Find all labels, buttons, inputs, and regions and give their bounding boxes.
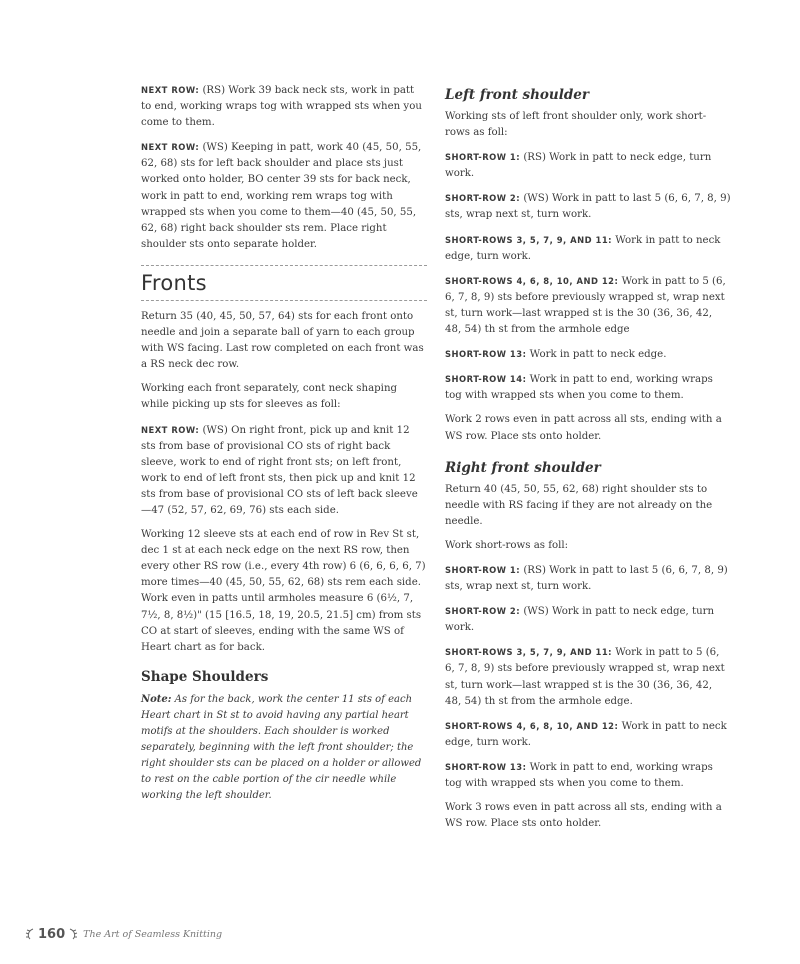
row-label: SHORT-ROW 13:	[445, 349, 527, 360]
row-label: NEXT ROW:	[141, 142, 200, 153]
note-label: Note:	[141, 693, 172, 705]
row-text: (WS) On right front, pick up and knit 12 sts from base of provisional CO sts of right back sleeve, work to end of right front sts; on left front, work to end of left front sts, then pick up and knit 12 sts from base of provisional CO sts of left back sleeve—47 (52, 57, 62, 69, 76) sts each side.	[141, 424, 418, 516]
paragraph-rfs-intro: Return 40 (45, 50, 55, 62, 68) right shoulder sts to needle with RS facing if they are not already on the needle.	[445, 483, 713, 527]
short-row	[445, 603, 731, 636]
row-label: SHORT-ROWS 4, 6, 8, 10, AND 12:	[445, 275, 619, 286]
row-text: Work in patt to neck edge, turn work.	[445, 234, 721, 262]
row-text: Work in patt to 5 (6, 6, 7, 8, 9) sts before previously wrapped st, wrap next st, turn work—last wrapped st is the 30 (36, 36, 42, 48, 54) th st from the armhole edge.	[445, 647, 725, 707]
row-text: Work in patt to neck edge.	[526, 349, 667, 361]
row-label: SHORT-ROWS 3, 5, 7, 9, AND 11:	[445, 234, 613, 245]
row-text: Work in patt to neck edge, turn work.	[445, 720, 727, 748]
note-text: As for the back, work the center 11 sts of each Heart chart in St st to avoid having any partial heart motifs at the shoulders. Each shoulder is worked separately, beginning with the left front shoulder; the right shoulder sts can be placed on a holder or allowed to rest on the cable portion of the cir needle while working the left shoulder.	[141, 693, 422, 802]
paragraph-lfs-end: Work 2 rows even in patt across all sts, ending with a WS row. Place sts onto holder.	[445, 414, 722, 442]
paragraph-lfs-intro: Working sts of left front shoulder only, work short-rows as foll:	[445, 111, 707, 139]
row-label: SHORT-ROW 2:	[445, 193, 521, 204]
short-row	[445, 149, 731, 182]
page-number: 160	[38, 926, 66, 942]
row-text: Work in patt to end, working wraps tog with wrapped sts when you come to them.	[445, 374, 713, 402]
paragraph-return-sts: Return 35 (40, 45, 50, 57, 64) sts for each front onto needle and join a separate ball of yarn to each group with WS facing. Last row completed on each front was a RS neck dec row.	[141, 310, 424, 371]
note-paragraph	[141, 692, 427, 805]
row-text: (WS) Keeping in patt, work 40 (45, 50, 55, 62, 68) sts for left back shoulder and place sts just worked onto holder, BO center 39 sts for back neck, work in patt to end, working rem wraps tog with wrapped sts when you come to them—40 (45, 50, 55, 62, 68) right back shoulder sts rem. Place right shoulder sts onto separate holder.	[141, 142, 422, 250]
short-row	[445, 759, 731, 792]
row-label: SHORT-ROW 2:	[445, 606, 521, 617]
left-column	[141, 82, 427, 812]
row-label: SHORT-ROWS 3, 5, 7, 9, AND 11:	[445, 647, 613, 658]
subheading-shape-shoulders: Shape Shoulders	[141, 668, 269, 685]
paragraph-working-fronts: Working each front separately, cont neck shaping while picking up sts for sleeves as foll:	[141, 383, 398, 411]
row-label: SHORT-ROW 14:	[445, 374, 527, 385]
paragraph-rfs-intro2: Work short-rows as foll:	[445, 539, 569, 551]
paragraph-next-row-ws	[141, 139, 427, 253]
right-column	[445, 86, 731, 840]
row-label: SHORT-ROW 1:	[445, 152, 521, 163]
book-title: The Art of Seamless Knitting	[83, 928, 223, 940]
short-row	[445, 562, 731, 595]
paragraph-next-row-rs	[141, 82, 427, 131]
row-text: (WS) Work in patt to neck edge, turn work.	[445, 606, 715, 634]
row-text: (RS) Work 39 back neck sts, work in patt to end, working wraps tog with wrapped sts when you come to them.	[141, 85, 422, 129]
page-footer	[24, 924, 222, 944]
short-row	[445, 273, 731, 338]
section-header	[141, 265, 427, 301]
paragraph-next-row-pickup	[141, 422, 427, 520]
row-label: SHORT-ROWS 4, 6, 8, 10, AND 12:	[445, 720, 619, 731]
short-row	[445, 190, 731, 223]
row-text: (WS) Work in patt to last 5 (6, 6, 7, 8, 9) sts, wrap next st, turn work.	[445, 193, 731, 221]
section-title: Fronts	[141, 270, 207, 295]
heading-right-front-shoulder: Right front shoulder	[445, 459, 601, 476]
short-row	[445, 346, 731, 363]
heading-left-front-shoulder: Left front shoulder	[445, 87, 590, 103]
row-text: Work in patt to end, working wraps tog with wrapped sts when you come to them.	[445, 761, 713, 789]
row-text: (RS) Work in patt to neck edge, turn work.	[445, 152, 712, 180]
row-text: (RS) Work in patt to last 5 (6, 6, 7, 8, 9) sts, wrap next st, turn work.	[445, 564, 728, 593]
short-row	[445, 232, 731, 265]
row-label: SHORT-ROW 13:	[445, 761, 527, 772]
row-text: Work in patt to 5 (6, 6, 7, 8, 9) sts before previously wrapped st, wrap next st, turn work—last wrapped st is the 30 (36, 36, 42, 48, 54) th st from the armhole edge	[445, 275, 726, 336]
short-row	[445, 644, 731, 709]
short-row	[445, 371, 731, 404]
row-label: NEXT ROW:	[141, 424, 200, 435]
short-row	[445, 718, 731, 751]
paragraph-sleeve-sts: Working 12 sleeve sts at each end of row in Rev St st, dec 1 st at each neck edge on the next RS row, then every other RS row (i.e., every 4th row) 6 (6, 6, 6, 6, 7) more times—40 (45, 50, 55, 62, 68) sts rem each side. Work even in patts until armholes measure 6 (6½, 7, 7½, 8, 8½)" (15 [16.5, 18, 19, 20.5, 21.5] cm) from sts CO at start of sleeves, ending with the same WS of Heart chart as for back.	[141, 529, 426, 653]
laurel-left-icon	[24, 928, 35, 940]
paragraph-rfs-end: Work 3 rows even in patt across all sts, ending with a WS row. Place sts onto holder.	[445, 802, 722, 830]
laurel-right-icon	[68, 928, 79, 940]
row-label: SHORT-ROW 1:	[445, 564, 521, 575]
row-label: NEXT ROW:	[141, 85, 200, 95]
